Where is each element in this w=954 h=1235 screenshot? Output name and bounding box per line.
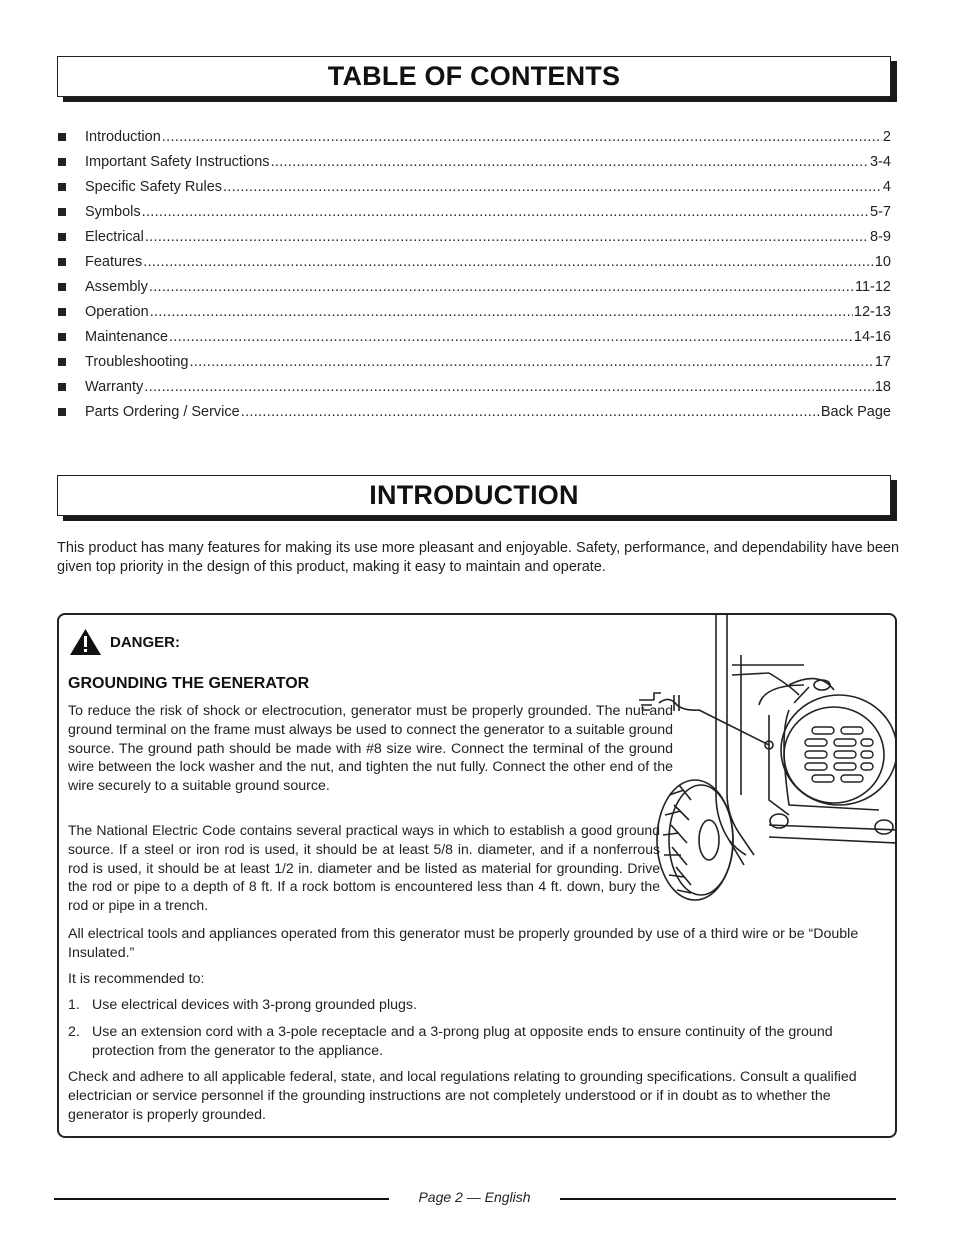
toc-list: [57, 124, 891, 424]
bullet-square-icon: [58, 283, 66, 291]
toc-item-title: Troubleshooting: [85, 353, 189, 370]
bullet-square-icon: [58, 358, 66, 366]
toc-item-leader: [271, 154, 869, 170]
bullet-square-icon: [58, 408, 66, 416]
toc-item: [57, 324, 891, 349]
footer-page-label: Page 2 — English: [418, 1189, 531, 1205]
toc-item-title: Specific Safety Rules: [85, 178, 223, 195]
toc-item-leader: [241, 404, 820, 420]
page-footer: [54, 1187, 896, 1207]
toc-item-leader: [149, 279, 854, 295]
toc-item-page: 11-12: [854, 278, 891, 295]
grounding-paragraph-2: The National Electric Code contains several practical ways in which to establish a good ground source. If a steel or iron rod is used, it should be at least 5/8 in. diameter, and if a nonferrous rod is used, it should be at least 1/2 in. diameter and be listed as material for grounding. Drive the rod or pipe to a depth of 8 ft. If a rock bottom is encountered less than 4 ft. down, bury the rod or pipe in a trench.: [68, 822, 660, 914]
grounding-title: GROUNDING THE GENERATOR: [68, 675, 310, 692]
bullet-square-icon: [58, 308, 66, 316]
toc-item-page: 2: [882, 128, 891, 145]
toc-item-leader: [143, 254, 874, 270]
toc-title: TABLE OF CONTENTS: [327, 61, 621, 91]
bullet-square-icon: [58, 233, 66, 241]
list-item: [68, 1023, 883, 1061]
toc-item-leader: [150, 304, 853, 320]
toc-item: [57, 274, 891, 299]
toc-item-title: Symbols: [85, 203, 141, 220]
toc-item: [57, 299, 891, 324]
toc-item-title: Parts Ordering / Service: [85, 403, 240, 420]
list-item-number: 1.: [68, 997, 80, 1013]
toc-item-leader: [162, 129, 882, 145]
bullet-square-icon: [58, 208, 66, 216]
introduction-title: INTRODUCTION: [369, 480, 579, 510]
toc-item-leader: [189, 354, 873, 370]
toc-item: [57, 349, 891, 374]
toc-item-page: 12-13: [853, 303, 891, 320]
toc-item-leader: [145, 229, 869, 245]
toc-item-page: 17: [874, 353, 891, 370]
grounding-paragraph-1: To reduce the risk of shock or electrocution, generator must be properly grounded. The nut and ground terminal on the frame must always be used to connect the generator to a suitable ground source. The ground path should be made with #8 size wire. Connect the terminal of the ground wire between the lock washer and the nut, and tighten the nut fully. Connect the other end of the wire securely to a suitable ground source.: [68, 703, 673, 795]
bullet-square-icon: [58, 258, 66, 266]
toc-item-page: 5-7: [870, 203, 891, 220]
bullet-square-icon: [58, 158, 66, 166]
bullet-square-icon: [58, 333, 66, 341]
list-item-text: Use an extension cord with a 3-pole receptacle and a 3-prong plug at opposite ends to ensure continuity of the ground protection from the generator to the appliance.: [92, 1024, 833, 1059]
grounding-paragraph-3: All electrical tools and appliances operated from this generator must be properly grounded by use of a third wire or be “Double Insulated.”: [68, 926, 859, 961]
list-item-number: 2.: [68, 1024, 80, 1040]
toc-item: [57, 149, 891, 174]
toc-item-page: 14-16: [853, 328, 891, 345]
danger-label: DANGER:: [110, 633, 180, 651]
toc-item-title: Operation: [85, 303, 149, 320]
danger-heading: [69, 628, 180, 656]
bullet-square-icon: [58, 133, 66, 141]
toc-item: [57, 174, 891, 199]
toc-item-page: 4: [882, 178, 891, 195]
footer-rule-left: [54, 1198, 389, 1200]
toc-item-title: Warranty: [85, 378, 144, 395]
toc-item: [57, 374, 891, 399]
toc-item-leader: [142, 204, 869, 220]
toc-item: [57, 249, 891, 274]
bullet-square-icon: [58, 383, 66, 391]
toc-item-title: Important Safety Instructions: [85, 153, 270, 170]
toc-item-leader: [169, 329, 853, 345]
toc-item-title: Assembly: [85, 278, 148, 295]
toc-item: [57, 224, 891, 249]
toc-item-title: Features: [85, 253, 143, 270]
toc-item-title: Introduction: [85, 128, 161, 145]
toc-item-page: 10: [874, 253, 891, 270]
list-item-text: Use electrical devices with 3-prong grounded plugs.: [92, 997, 417, 1013]
toc-item-page: Back Page: [820, 403, 891, 420]
toc-item: [57, 199, 891, 224]
toc-item-page: 3-4: [870, 153, 891, 170]
toc-item-page: 18: [874, 378, 891, 395]
toc-item-title: Maintenance: [85, 328, 169, 345]
toc-item-title: Electrical: [85, 228, 144, 245]
toc-item: [57, 399, 891, 424]
danger-box: [57, 613, 897, 1138]
generator-grounding-illustration: [629, 615, 897, 915]
grounding-paragraph-5: Check and adhere to all applicable federal, state, and local regulations relating to grounding specifications. Consult a qualified electrician or service personnel if the grounding instructions are not completely understood or if in doubt as to whether the generator is properly grounded.: [68, 1069, 857, 1123]
footer-rule-right: [560, 1198, 896, 1200]
introduction-text: This product has many features for making its use more pleasant and enjoyable. Safety, performance, and dependability have been given top priority in the design of this product, making it easy to maintain and operate.: [57, 540, 900, 575]
toc-item-leader: [144, 379, 874, 395]
toc-item-page: 8-9: [870, 228, 891, 245]
list-item: [68, 996, 883, 1015]
toc-item: [57, 124, 891, 149]
grounding-paragraph-4: It is recommended to:: [68, 971, 205, 987]
warning-triangle-icon: [69, 628, 102, 656]
introduction-header: [57, 475, 891, 516]
toc-item-leader: [223, 179, 882, 195]
bullet-square-icon: [58, 183, 66, 191]
toc-header: [57, 56, 891, 97]
